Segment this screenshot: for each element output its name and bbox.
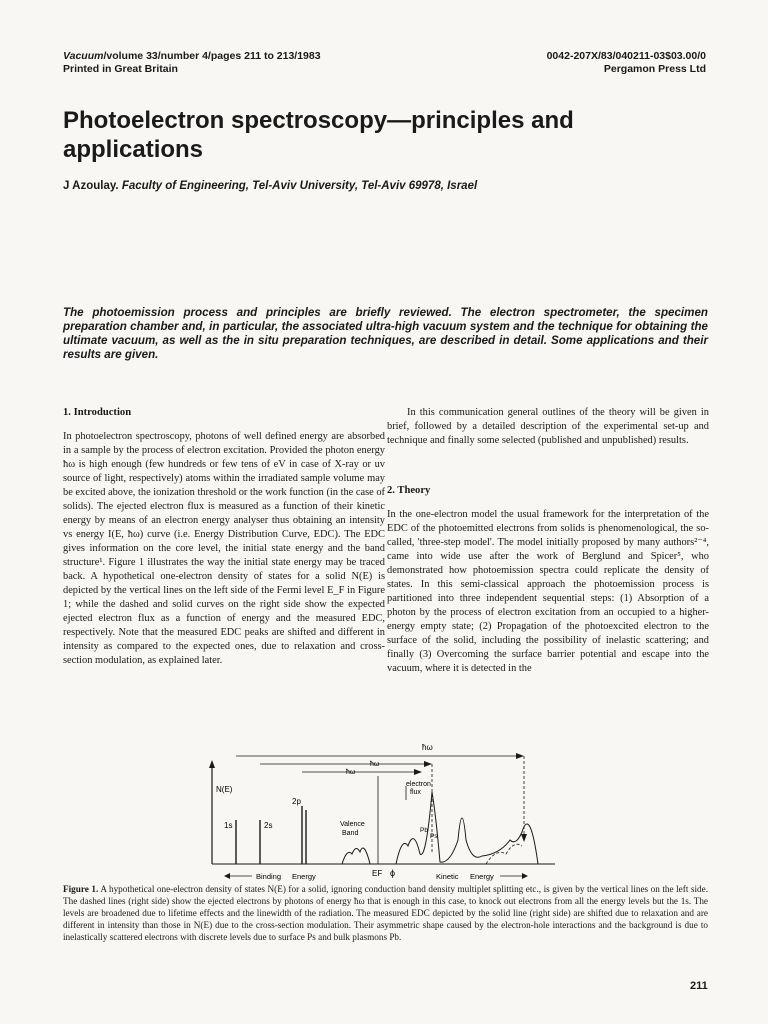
theory-paragraph: In the one-electron model the usual framework for the interpretation of the EDC of the photoemitted electrons from solids is phenomenological, the so-called, 'three-step model'. The model initially proposed by many authors²⁻⁴, came into wide use after the work of Berglund and Spicer⁵, who demonstrated how photoemission spectra could replicate the density of states. In this semi-classical approach the photoemission process is partitioned into three independent sequential steps: (1) Absorption of a photon by the process of electron excitation from an occupied to a higher-energy empty state; (2) Propagation of the photoexcited electron to the surface of the solid, including the possibility of inelastic scattering; and finally (3) Overcoming the surface barrier potential and escape into the vacuum, where it is detected in the [387, 509, 709, 674]
publisher-info [547, 50, 706, 76]
bulk-plasmon-label: Pb [420, 827, 428, 834]
kinetic-energy-label: Kinetic [436, 872, 459, 881]
binding-energy-label: Binding [256, 872, 282, 881]
author-name: J Azoulay. [63, 180, 119, 192]
photon-arrowhead-2s [424, 761, 432, 767]
valence-label: Valence [340, 821, 365, 828]
surface-plasmon-label: Ps [430, 833, 438, 840]
level-2p-label: 2p [292, 797, 301, 806]
level-2s-label: 2s [264, 821, 273, 830]
level-1s-label: 1s [224, 821, 233, 830]
valence-band-curve [342, 848, 370, 864]
ne-axis-arrowhead [209, 760, 215, 768]
left-column [63, 406, 385, 668]
figure-1-caption [63, 883, 708, 943]
printed-location: Printed in Great Britain [63, 63, 178, 75]
paper-title: Photoelectron spectroscopy—principles and applications [63, 107, 574, 163]
binding-energy-unit: Energy [292, 872, 316, 881]
article-code: 0042-207X/83/040211-03$03.00/0 [546, 50, 706, 62]
author-line [63, 180, 477, 192]
band-label: Band [342, 830, 359, 837]
photon-energy-label-3: ħω [346, 769, 356, 776]
publisher-name: Pergamon Press Ltd [603, 63, 706, 75]
journal-name: Vacuum [63, 50, 104, 62]
figure-1-caption-label: Figure 1. [63, 884, 99, 894]
right-column [387, 406, 709, 676]
figure-1-caption-text: A hypothetical one-electron density of states N(E) for a solid, ignoring conduction band density multiplet splitting etc., is given by the vertical lines on the left side. The dashed lines (right side) show the ejected electrons by photons of energy ħω that is enough in this case, to knock out electrons from all the energy levels but the 1s. The levels are broadened due to lifetime effects and the linewidth of the radiation. The measured EDC depicted by the solid line (right side) are shifted due to relaxation and are different in intensity than those in N(E) due to the cross-section modulation. Their asymmetric shape caused by the electron-hole interactions and the background is due to inelastically scattered electrons with discrete levels due to surface Ps and bulk plasmons Pb. [63, 884, 708, 942]
measured-edc-curve [396, 792, 538, 864]
photon-energy-label: ħω [422, 743, 433, 752]
binding-arrowhead [224, 873, 230, 879]
section-heading-theory: 2. Theory [387, 485, 431, 496]
kinetic-energy-unit: Energy [470, 872, 494, 881]
abstract: The photoemission process and principles are briefly reviewed. The electron spectrometer, the specimen preparation chamber and, in particular, the associated ultra-high vacuum system and the technique for obtaining the ultimate vacuum, as well as the in situ preparation techniques, are described in detail. Some applications and their results are given. [63, 306, 708, 361]
outline-paragraph: In this communication general outlines of the theory will be given in brief, followed by a detailed description of the experimental set-up and technique and finally some selected (published and unpublished) results. [387, 407, 709, 446]
photon-arrowhead-2p [414, 769, 422, 775]
ne-axis-label: N(E) [216, 785, 233, 794]
fermi-level-label: EF [372, 869, 383, 878]
page-number: 211 [690, 980, 708, 992]
section-heading-introduction: 1. Introduction [63, 407, 132, 418]
work-function-label: ϕ [390, 868, 396, 878]
flux-label: flux [410, 789, 421, 796]
journal-citation [63, 50, 321, 76]
electron-label: electron [406, 781, 431, 788]
expected-flux-arrowhead [521, 834, 527, 842]
author-affiliation: Faculty of Engineering, Tel-Aviv University, Tel-Aviv 69978, Israel [121, 180, 478, 192]
figure-1-diagram [200, 736, 570, 886]
photon-energy-label-2: ħω [370, 761, 380, 768]
photon-arrowhead-1s [516, 753, 524, 759]
introduction-paragraph: In photoelectron spectroscopy, photons of well defined energy are absorbed in a sample by the process of electron excitation. Provided the photon energy ħω is high enough (few hundreds or few tens of eV in case of X-ray or uv source of light, respectively) atoms within the irradiated sample volume may be excited above, the ionization threshold or the work function (in the case of solids). The ejected electron flux is measured as a function of their kinetic energy by means of an electron energy analyser thus obtaining an intensity vs energy I(E, ħω) curve (i.e. Energy Distribution Curve, EDC). The EDC gives information on the core level, the initial state energy and the band structure¹. Figure 1 illustrates the way the initial state energy may be traced back. A hypothetical one-electron density of states for a solid N(E) is depicted by the vertical lines on the left side of the Fermi level E_F in Figure 1; while the dashed and solid curves on the right side show the expected ejected electron flux as a function of energy and the measured EDC, respectively. Note that the measured EDC peaks are shifted and different in intensity as compared to the expected ones, due to relaxation and cross-section modulation, as explained later. [63, 431, 386, 666]
section-spacer [387, 448, 709, 484]
kinetic-arrowhead [522, 873, 528, 879]
journal-volume-info: /volume 33/number 4/pages 211 to 213/1983 [103, 50, 321, 62]
